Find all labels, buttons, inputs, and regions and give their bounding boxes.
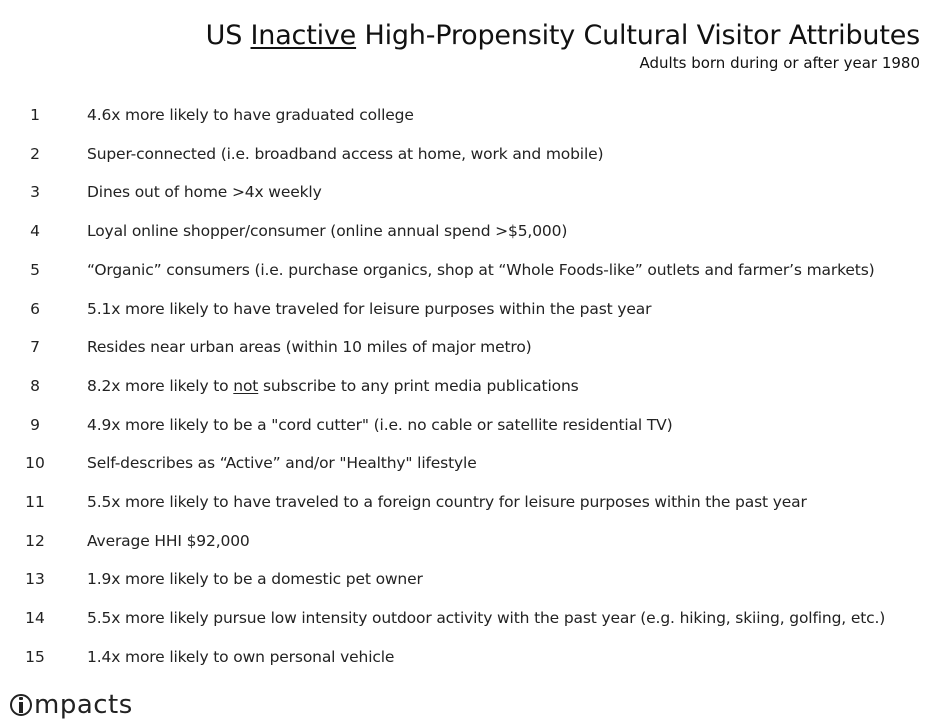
item-text-part: Loyal online shopper/consumer (online annual spend >$5,000) [87,222,568,241]
list-item [0,603,949,633]
item-text-part: subscribe to any print media publications [258,376,579,395]
item-text [87,564,423,594]
item-number: 6 [30,299,40,318]
item-text-part: 8.2x more likely to [87,376,234,395]
item-number: 1 [30,106,40,124]
list-item [0,371,949,401]
item-text [87,642,394,672]
item-number: 8 [30,376,40,395]
item-text-part: 5.5x more likely pursue low intensity outdoor activity with the past year (e.g. hiking, skiing, golfing, etc.) [87,609,886,628]
item-number: 3 [30,183,40,202]
item-number: 7 [30,338,40,357]
item-text [87,448,477,478]
item-number: 10 [25,454,45,473]
item-number: 4 [30,222,40,241]
list-item [0,216,949,246]
item-text-part: 1.4x more likely to own personal vehicle [87,647,395,666]
item-text [87,410,673,440]
item-text [87,216,567,246]
item-text-part: 5.5x more likely to have traveled to a foreign country for leisure purposes within the past year [87,493,807,511]
list-item [0,564,949,594]
list-item [0,410,949,440]
item-text [87,139,603,169]
list-item [0,294,949,324]
item-text-part: 5.1x more likely to have traveled for leisure purposes within the past year [87,299,652,318]
logo-wordmark: mpacts [34,690,133,720]
item-text [87,332,532,362]
item-number: 14 [25,609,45,628]
list-item [0,177,949,207]
title-prefix: US [205,20,251,51]
list-item [0,139,949,169]
list-item [0,448,949,478]
item-number: 12 [25,531,45,550]
list-item [0,487,949,517]
item-text-part: Dines out of home >4x weekly [87,183,322,202]
item-text-part: Resides near urban areas (within 10 miles of major metro) [87,338,532,357]
page-title [206,19,920,53]
list-item [0,100,949,130]
item-text [87,526,250,556]
item-text-part: Self-describes as “Active” and/or "Healthy" lifestyle [87,454,477,473]
item-number: 15 [25,647,45,666]
title-emphasis: Inactive [250,20,357,51]
page-subtitle: Adults born during or after year 1980 [639,54,920,72]
item-text [87,255,875,285]
item-text [87,371,579,401]
list-item [0,526,949,556]
item-number: 5 [30,260,40,279]
item-number: 11 [25,493,45,511]
list-item [0,642,949,672]
item-number: 2 [30,144,40,163]
item-text-part: Super-connected (i.e. broadband access at home, work and mobile) [87,144,604,163]
logo-i-circle-icon [10,694,32,716]
item-text-part: “Organic” consumers (i.e. purchase organics, shop at “Whole Foods-like” outlets and farmer’s markets) [87,260,875,279]
title-suffix: High-Propensity Cultural Visitor Attributes [356,20,920,51]
item-text-part: 4.9x more likely to be a "cord cutter" (i.e. no cable or satellite residential TV) [87,415,673,434]
item-text [87,487,807,517]
item-text [87,603,885,633]
list-item [0,255,949,285]
item-text [87,100,414,130]
item-text-part: 1.9x more likely to be a domestic pet owner [87,570,423,589]
item-text [87,177,322,207]
list-item [0,332,949,362]
impacts-logo [10,688,133,722]
item-text-underlined: not [233,376,259,395]
item-number: 13 [25,570,45,589]
item-text [87,294,651,324]
item-number: 9 [30,415,40,434]
item-text-part: 4.6x more likely to have graduated college [87,106,414,124]
item-text-part: Average HHI $92,000 [87,531,250,550]
